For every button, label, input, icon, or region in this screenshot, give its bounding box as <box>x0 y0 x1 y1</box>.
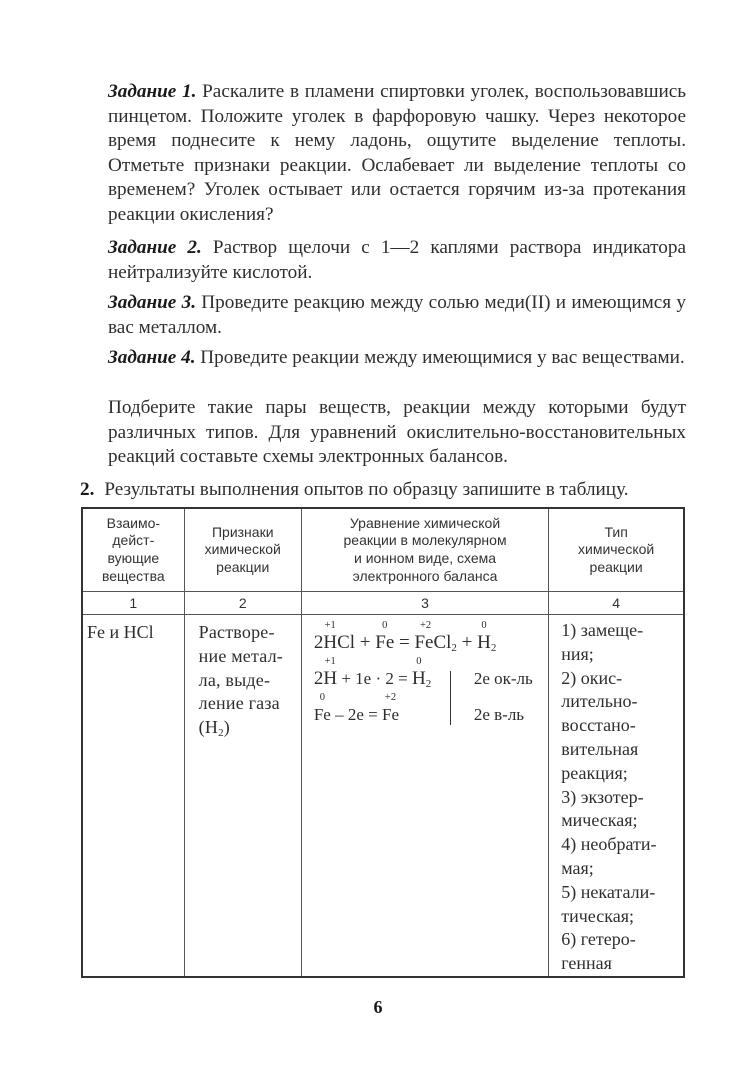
element: H <box>477 632 491 653</box>
header-line: реакции <box>589 558 643 575</box>
header-line: химической <box>578 541 655 558</box>
header-line: дейст- <box>112 532 155 549</box>
signs-line: ла, выде- <box>198 669 271 690</box>
ox-state: 0 <box>382 620 388 631</box>
subscript: 2 <box>218 727 224 740</box>
task-4-text: Проведите реакции между имеющимися у вас веществами. <box>200 347 685 368</box>
substances-text: Fe и HCl <box>87 622 154 642</box>
header-type <box>549 508 684 592</box>
ox-state: +1 <box>324 620 336 631</box>
ox-state: 0 <box>416 656 422 667</box>
subscript: 2 <box>490 642 497 654</box>
element: H <box>323 632 338 653</box>
oxidizer-label: 2e ок-ль <box>473 669 533 688</box>
balance-divider <box>450 671 452 725</box>
results-table <box>81 507 685 978</box>
type-line: ния; <box>561 643 594 664</box>
ox-H <box>323 620 338 655</box>
header-line: Тип <box>604 523 628 540</box>
coef: 2 <box>313 632 324 653</box>
column-number: 1 <box>82 592 184 615</box>
ox-state: +1 <box>324 656 336 667</box>
type-line: 1) замеще- <box>561 620 644 640</box>
type-line: лительно- <box>561 691 638 712</box>
header-line: реакции в молекулярном <box>343 532 507 549</box>
molecular-equation <box>313 620 542 655</box>
ox-state: 0 <box>481 620 487 631</box>
header-line: химической <box>204 541 281 558</box>
column-number-row <box>82 592 684 615</box>
header-line: вещества <box>101 567 165 584</box>
header-line: вующие <box>107 550 160 566</box>
type-line: 6) гетеро- <box>561 929 636 950</box>
column-number: 4 <box>549 592 684 615</box>
balance-half-2 <box>313 692 542 727</box>
type-line: восстано- <box>561 715 636 736</box>
cell-substances <box>82 615 184 977</box>
element: H <box>411 668 426 689</box>
ox-H2 <box>411 656 426 691</box>
type-line: 5) некатали- <box>561 881 656 902</box>
task-4 <box>108 346 686 371</box>
coef: 2 <box>313 668 324 689</box>
task-2-label: Задание 2. <box>108 237 202 258</box>
signs-text <box>185 615 301 740</box>
task-4-note: Подберите такие пары веществ, реакции между которыми будут различных типов. Для уравнений окислительно-восстановительных реакций составьте схемы электронных балансов. <box>108 397 686 468</box>
cell-equation <box>301 615 548 977</box>
header-line: Уравнение химической <box>349 514 501 531</box>
table-row <box>82 615 684 977</box>
header-row <box>82 508 684 592</box>
signs-line: Растворе- <box>198 622 275 642</box>
header-line: Взаимо- <box>106 514 161 531</box>
electrons: + 1e · 2 = <box>337 669 412 688</box>
page-number: 6 <box>373 997 383 1017</box>
task-2-text: Раствор щелочи с 1—2 каплями раствора индикатора нейтрализуйте кислотой. <box>108 237 687 283</box>
type-line: мическая; <box>561 810 638 831</box>
column-number: 2 <box>184 592 301 615</box>
header-substances <box>82 508 184 592</box>
task-1-text: Раскалите в пламени спиртовки уголек, воспользовавшись пинцетом. Положите уголек в фарфоровую чашку. Через некоторое время поднесите к нему ладонь, ощутите выделение теплоты. Отметьте признаки реакции. Ослабевает ли выделение теплоты со временем? Уголек остывает или остается горячим из-за протекания реакции окисления? <box>108 81 687 225</box>
element: Fe <box>375 632 395 653</box>
element: Cl <box>337 632 356 653</box>
ox-Fe <box>375 620 395 655</box>
ox-H2 <box>477 620 491 655</box>
item-2-number: 2. <box>80 479 95 500</box>
type-line: реакция; <box>561 762 628 783</box>
signs-line: ление газа <box>198 693 280 714</box>
header-line: реакции <box>216 558 270 575</box>
task-1-label: Задание 1. <box>108 81 197 102</box>
ox-Fe <box>313 692 331 727</box>
subscript: 2 <box>425 678 432 690</box>
type-line: 3) экзотер- <box>561 786 644 807</box>
ox-state: +2 <box>384 692 397 703</box>
task-3-text: Проведите реакцию между солью меди(II) и имеющимся у вас металлом. <box>108 292 686 338</box>
column-number: 3 <box>301 592 548 615</box>
element: H <box>323 668 338 689</box>
type-line: 4) необрати- <box>561 834 657 855</box>
type-line: генная <box>561 953 612 974</box>
type-line: 2) окис- <box>561 667 623 688</box>
header-line: электронного баланса <box>352 567 498 584</box>
subscript: 2 <box>451 642 457 654</box>
signs-line: ние метал- <box>198 645 284 666</box>
header-line: и ионном виде, схема <box>353 550 497 566</box>
task-1 <box>108 80 686 228</box>
paren-open: (H <box>198 717 219 738</box>
header-equation <box>301 508 548 592</box>
plus: + <box>355 632 376 653</box>
element: FeCl <box>414 632 452 653</box>
equals: = <box>394 632 415 653</box>
electrons: – 2e = <box>330 705 382 724</box>
ox-state: +2 <box>419 620 432 631</box>
task-4-label: Задание 4. <box>108 347 196 368</box>
signs-line-h2 <box>199 716 295 740</box>
element: Fe <box>381 705 399 724</box>
ox-H <box>323 656 338 691</box>
type-line: тическая; <box>561 905 634 926</box>
task-3 <box>108 291 686 340</box>
plus: + <box>456 632 478 653</box>
balance-half-1 <box>313 656 542 691</box>
item-2-text: Результаты выполнения опытов по образцу запишите в таблицу. <box>104 479 629 500</box>
type-line: мая; <box>561 857 594 878</box>
cell-signs <box>184 615 301 977</box>
header-signs <box>184 508 301 592</box>
item-2-instruction <box>80 478 690 502</box>
ox-Fe2 <box>381 692 399 727</box>
task-3-label: Задание 3. <box>108 292 196 313</box>
ox-FeCl2 <box>414 620 452 655</box>
ox-state: 0 <box>319 692 325 703</box>
types-list <box>549 615 683 976</box>
element: Fe <box>313 705 331 724</box>
task-2 <box>108 236 686 285</box>
type-line: вительная <box>561 738 639 759</box>
header-line: Признаки <box>211 523 274 540</box>
paren-close: ) <box>223 717 230 738</box>
cell-type <box>549 615 684 977</box>
reducer-label: 2e в-ль <box>473 705 525 724</box>
equation-block <box>302 615 548 727</box>
